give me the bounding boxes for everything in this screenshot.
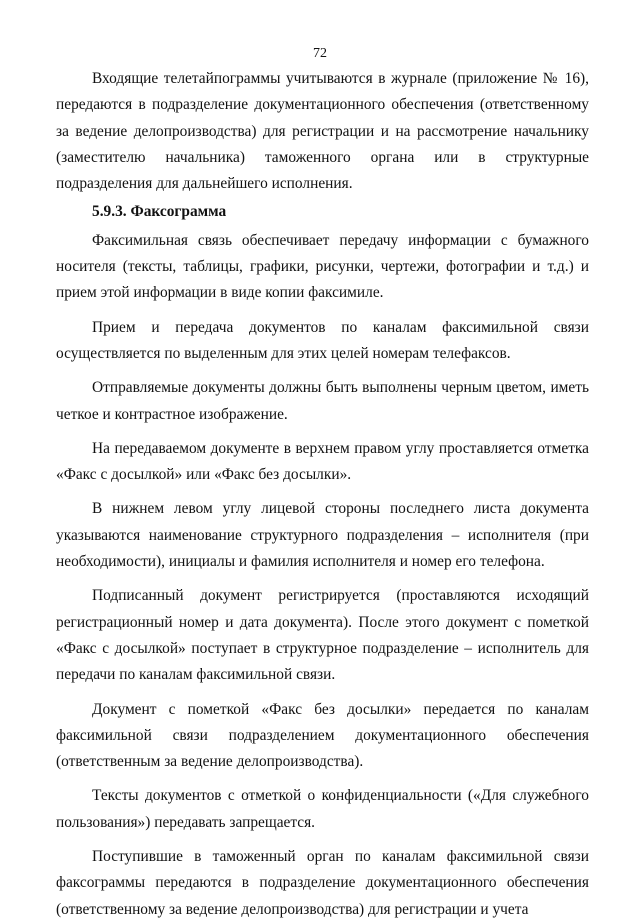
paragraph-confidential: Тексты документов с отметкой о конфиденциальности («Для служебного пользования») передавать запрещается. — [56, 787, 589, 831]
paragraph-fax-marks: На передаваемом документе в верхнем правом углу проставляется отметка «Факс с досылкой» или «Факс без досылки». — [56, 439, 589, 484]
paragraph-fax-numbers: Прием и передача документов по каналам факсимильной связи осуществляется по выделенным для этих целей номерам телефаксов. — [56, 318, 589, 362]
paragraph-fax-definition: Факсимильная связь обеспечивает передачу информации с бумажного носителя (тексты, таблицы, графики, рисунки, чертежи, фотографии и т.д.) и прием этой информации в виде копии факсимиле. — [56, 231, 589, 302]
paragraph-incoming-fax: Поступившие в таможенный орган по каналам факсимильной связи факсограммы передаются в подразделение документационного обеспечения (ответственному за ведение делопроизводства) для регистрации и учета — [56, 848, 589, 918]
paragraph-incoming-teletype: Входящие телетайпограммы учитываются в журнале (приложение № 16), передаются в подразделение документационного обеспечения (ответственному за ведение делопроизводства) для регистрации и на рассмотрение начальнику (заместителю начальника) таможенного органа или в структурные подразделения для дальнейшего исполнения. — [56, 70, 589, 193]
paragraph-black-color: Отправляемые документы должны быть выполнены черным цветом, иметь четкое и контрастное изображение. — [56, 379, 589, 423]
page-number: 72 — [313, 46, 327, 61]
paragraph-executor-info: В нижнем левом углу лицевой стороны последнего листа документа указываются наименование структурного подразделения – исполнителя (при необходимости), инициалы и фамилия исполнителя и номер его телефона. — [56, 500, 589, 571]
document-body — [56, 66, 589, 923]
paragraph-registration: Подписанный документ регистрируется (проставляются исходящий регистрационный номер и дата документа). После этого документ с пометкой «Факс с досылкой» поступает в структурное подразделение – исполнитель для передачи по каналам факсимильной связи. — [56, 587, 589, 684]
paragraph-no-resend: Документ с пометкой «Факс без досылки» передается по каналам факсимильной связи подразделением документационного обеспечения (ответственным за ведение делопроизводства). — [56, 700, 589, 771]
section-heading: 5.9.3. Факсограмма — [92, 203, 227, 221]
